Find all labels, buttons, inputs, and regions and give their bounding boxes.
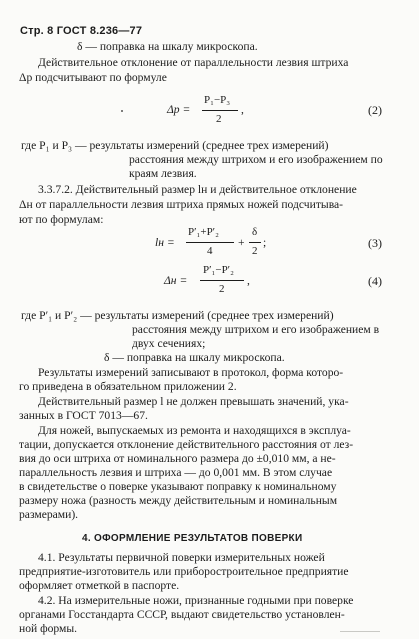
delta-definition-2: δ — поправка на шкалу микроскопа. bbox=[104, 351, 285, 364]
repair-line-2: тации, допускается отклонение действительного расстояния от лез- bbox=[19, 438, 354, 451]
results-line-1: Результаты измерений записывают в протокол, форма которо- bbox=[38, 366, 344, 379]
paragraph-4-1-line-1: 4.1. Результаты первичной поверки измерительных ножей bbox=[38, 551, 325, 564]
paragraph-4-2-line-3: ной формы. bbox=[19, 622, 78, 635]
repair-line-7: размерами). bbox=[19, 508, 79, 521]
formula-2-numerator: P₁−P₃ bbox=[204, 94, 231, 106]
where-2-line-3: двух сечениях; bbox=[132, 337, 206, 350]
section-4-title: 4. ОФОРМЛЕНИЕ РЕЗУЛЬТАТОВ ПОВЕРКИ bbox=[82, 533, 303, 544]
where-2-line-1: где P′₁ и P′₂ — результаты измерений (среднее трех измерений) bbox=[21, 309, 334, 322]
formula-2-number: (2) bbox=[368, 103, 382, 117]
paragraph-4-1-line-3: оформляет отметкой в паспорте. bbox=[19, 579, 180, 592]
formula-3-numerator-1: P′₁+P′₂ bbox=[188, 226, 219, 238]
repair-line-3: вия до оси штриха от номинального размера до ±0,010 мм, а не- bbox=[19, 452, 336, 465]
formula-3-lhs: lн = bbox=[155, 236, 175, 249]
section-3372-line-2: Δн от параллельности лезвия штриха прямых ножей подсчитыва- bbox=[19, 198, 344, 211]
repair-line-4: параллельность лезвия и штриха — до 0,001 мм. В этом случае bbox=[19, 466, 333, 479]
paragraph-4-2-line-1: 4.2. На измерительные ножи, признанные годными при поверке bbox=[38, 594, 354, 607]
formula-4-number: (4) bbox=[368, 274, 382, 288]
section-3372-line-3: ют по формулам: bbox=[19, 213, 104, 226]
formula-3-number: (3) bbox=[368, 236, 382, 250]
formula-4-denominator: 2 bbox=[219, 283, 225, 295]
where-1-line-3: краям лезвия. bbox=[129, 167, 197, 180]
size-line-1: Действительный размер l не должен превышать значений, ука- bbox=[38, 395, 349, 408]
delta-definition-1: δ — поправка на шкалу микроскопа. bbox=[77, 40, 258, 53]
formula-3-denominator-2: 2 bbox=[252, 245, 258, 257]
formula-2-fraction-bar bbox=[202, 110, 238, 111]
formula-3-plus: + bbox=[238, 236, 245, 249]
paragraph-deviation-line-1: Действительное отклонение от параллельности лезвия штриха bbox=[38, 56, 349, 69]
page-header: Стр. 8 ГОСТ 8.236—77 bbox=[20, 25, 143, 37]
formula-2-comma: , bbox=[241, 103, 244, 116]
repair-line-5: в свидетельстве о поверке указывают поправку к номинальному bbox=[19, 480, 337, 493]
paragraph-4-2-line-2: органами Госстандарта СССР, выдают свидетельство установлен- bbox=[19, 608, 345, 621]
where-2-line-2: расстояния между штрихом и его изображением в bbox=[132, 323, 380, 336]
paragraph-deviation-line-2: Δр подсчитывают по формуле bbox=[19, 71, 167, 84]
where-1-line-2: расстояния между штрихом и его изображением по bbox=[129, 153, 383, 166]
results-line-2: го приведена в обязательном приложении 2. bbox=[19, 380, 237, 393]
formula-3-fraction-bar-2 bbox=[249, 242, 261, 243]
section-3372-line-1: 3.3.7.2. Действительный размер lн и действительное отклонение bbox=[38, 183, 357, 196]
formula-3-denominator-1: 4 bbox=[207, 245, 213, 257]
repair-line-6: размеру ножа (разность между действительным и номинальным bbox=[19, 494, 338, 507]
stray-mark bbox=[121, 110, 123, 112]
formula-3-semicolon: ; bbox=[263, 236, 267, 249]
where-1-line-1: где P₁ и P₃ — результаты измерений (среднее трех измерений) bbox=[21, 139, 329, 152]
formula-2-lhs: Δр = bbox=[167, 103, 191, 116]
formula-4-comma: , bbox=[247, 274, 250, 287]
paragraph-4-1-line-2: предприятие-изготовитель или приборостроительное предприятие bbox=[19, 565, 349, 578]
repair-line-1: Для ножей, выпускаемых из ремонта и находящихся в эксплуа- bbox=[38, 424, 351, 437]
scan-artifact bbox=[340, 631, 380, 632]
formula-4-numerator: P′₁−P′₂ bbox=[203, 264, 234, 276]
formula-3-numerator-2: δ bbox=[252, 226, 258, 238]
formula-2-denominator: 2 bbox=[216, 113, 222, 125]
formula-4-fraction-bar bbox=[200, 280, 244, 281]
formula-3-fraction-bar-1 bbox=[186, 242, 234, 243]
formula-4-lhs: Δн = bbox=[164, 274, 188, 287]
size-line-2: занных в ГОСТ 7013—67. bbox=[19, 409, 148, 422]
